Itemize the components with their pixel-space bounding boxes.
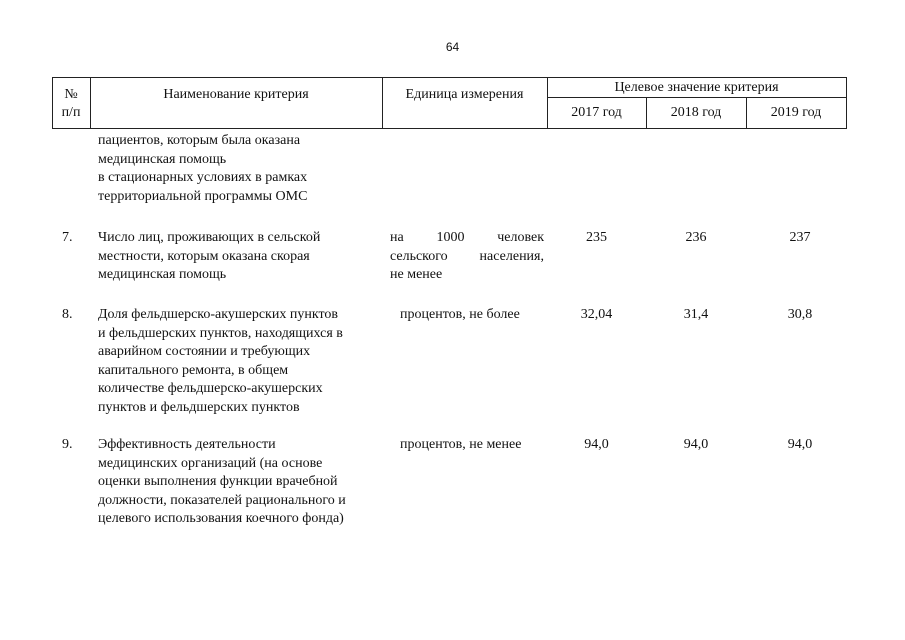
criterion-line: медицинских организаций (на основе [98,455,323,471]
criterion-name [98,436,388,529]
row-number: 8. [62,307,73,322]
unit [400,436,547,455]
continuation-line: в стационарных условиях в рамках [98,170,308,185]
header-year-2018: 2018 год [670,105,722,120]
criterion-line: должности, показателей рационального и [98,492,346,508]
unit-line: процентов, не более [400,307,520,322]
criterion-line: местности, которым оказана скорая [98,248,310,264]
value-2019: 30,8 [787,307,813,322]
value-2019: 94,0 [787,437,813,452]
continuation-text [98,132,388,206]
criterion-line: количестве фельдшерско-акушерских [98,381,323,396]
header-col-no-line1: № [64,87,78,102]
criterion-line: медицинская помощь [98,267,227,282]
criterion-line: Число лиц, проживающих в сельской [98,230,321,245]
continuation-line: медицинская помощь [98,151,227,167]
value-2018: 236 [685,230,707,245]
page-number: 64 [445,40,460,54]
header-col-target: Целевое значение критерия [614,80,779,95]
criterion-line: аварийном состоянии и требующих [98,344,311,359]
value-2017: 94,0 [584,437,609,452]
row-number: 7. [62,230,73,245]
header-year-2019: 2019 год [770,105,822,120]
criterion-line: оценки выполнения функции врачебной [98,474,338,489]
value-2019: 237 [789,230,811,245]
unit-line: процентов, не менее [400,437,522,452]
unit-line: сельского населения, [390,248,544,264]
unit [390,229,544,285]
criterion-name [98,306,388,417]
criterion-line: капитального ремонта, в общем [98,362,289,378]
criterion-line: и фельдшерских пунктов, находящихся в [98,325,343,341]
header-col-name: Наименование критерия [163,87,309,102]
unit-line: на 1000 человек [390,230,544,245]
unit-line: не менее [390,267,443,282]
criterion-line: пунктов и фельдшерских пунктов [98,399,300,415]
continuation-line: территориальной программы ОМС [98,188,308,204]
value-2017: 32,04 [580,307,613,322]
header-col-no-line2: п/п [61,105,81,120]
header-col-unit: Единица измерения [405,87,524,102]
criterion-line: Эффективность деятельности [98,437,276,452]
value-2017: 235 [586,230,607,245]
value-2018: 31,4 [683,307,709,322]
value-2018: 94,0 [683,437,709,452]
unit [400,306,547,325]
criterion-line: целевого использования коечного фонда) [98,511,344,526]
row-number: 9. [62,437,73,452]
criterion-line: Доля фельдшерско-акушерских пунктов [98,307,338,322]
continuation-line: пациентов, которым была оказана [98,133,301,148]
header-year-2017: 2017 год [571,105,622,120]
criterion-name [98,229,383,285]
